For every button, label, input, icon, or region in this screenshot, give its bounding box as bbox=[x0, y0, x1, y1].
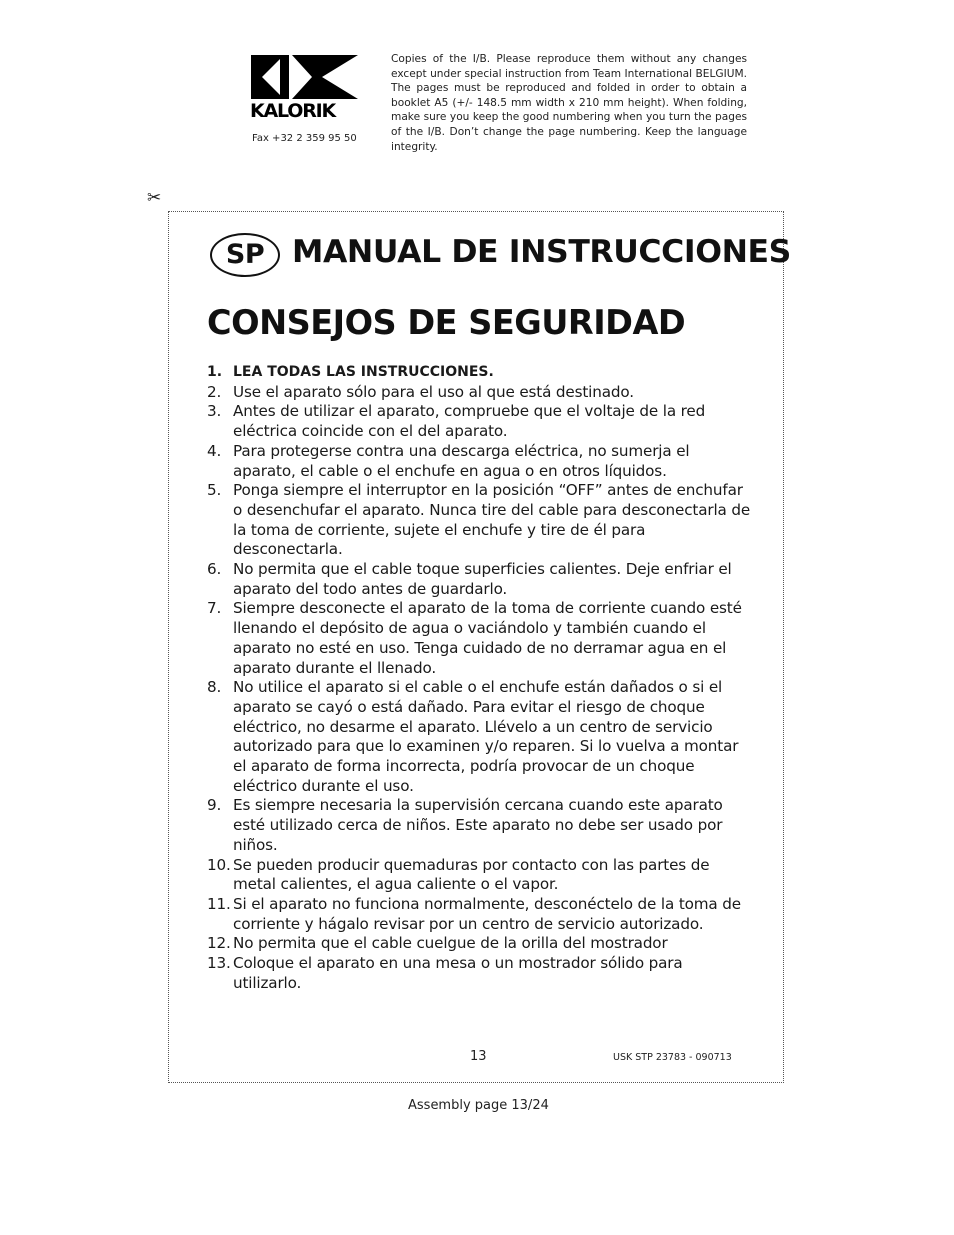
list-item-number: 10. bbox=[207, 855, 231, 874]
list-item bbox=[207, 954, 752, 993]
list-item bbox=[207, 678, 752, 796]
list-item-text: Siempre desconecte el aparato de la toma de corriente cuando esté llenando el depósito de agua o vaciándolo y también cuando el aparato no esté en uso. Tenga cuidado de no derramar agua en el aparato durante el llenado. bbox=[233, 599, 742, 677]
list-item-number: 8. bbox=[207, 678, 222, 697]
section-title: CONSEJOS DE SEGURIDAD bbox=[207, 303, 686, 342]
list-item-text: Si el aparato no funciona normalmente, desconéctelo de la toma de corriente y hágalo revisar por un centro de servicio autorizado. bbox=[233, 894, 741, 933]
list-item-text: LEA TODAS LAS INSTRUCCIONES. bbox=[233, 364, 494, 380]
manual-title: MANUAL DE INSTRUCCIONES bbox=[292, 234, 791, 270]
list-item bbox=[207, 402, 752, 441]
list-item-text: No permita que el cable toque superficies calientes. Deje enfriar el aparato del todo antes de guardarlo. bbox=[233, 560, 732, 598]
list-item bbox=[207, 856, 752, 895]
list-item-number: 4. bbox=[207, 441, 222, 460]
list-item-number: 1. bbox=[207, 364, 223, 380]
kalorik-logo bbox=[250, 55, 360, 121]
list-item-text: Es siempre necesaria la supervisión cercana cuando este aparato esté utilizado cerca de niños. Este aparato no debe ser usado por niños. bbox=[233, 796, 723, 854]
language-badge: SP bbox=[210, 233, 280, 277]
list-item-number: 5. bbox=[207, 481, 222, 500]
list-item-text: Para protegerse contra una descarga eléctrica, no sumerja el aparato, el cable o el enchufe en agua o en otros líquidos. bbox=[233, 441, 690, 480]
list-item-number: 2. bbox=[207, 382, 222, 401]
kalorik-k-mark-icon bbox=[250, 55, 360, 99]
list-item-text: Se pueden producir quemaduras por contacto con las partes de metal calientes, el agua caliente o el vapor. bbox=[233, 855, 710, 894]
list-item-text: No permita que el cable cuelgue de la orilla del mostrador bbox=[233, 934, 668, 953]
list-item-text: No utilice el aparato si el cable o el enchufe están dañados o si el aparato se cayó o está dañado. Para evitar el riesgo de choque eléctrico, no desarme el aparato. Llévelo a un centro de servicio autorizado para que lo examinen y/o reparen. Si lo vuelva a montar el aparato de forma incorrecta, podría provocar de un choque eléctrico durante el uso. bbox=[233, 678, 739, 795]
logo-wordmark: KALORIK bbox=[250, 100, 336, 122]
list-item bbox=[207, 383, 752, 403]
reproduction-instructions: Copies of the I/B. Please reproduce them without any changes except under special instruction from Team International BELGIUM. The pages must be reproduced and folded in order to obtain a booklet A5 (+/- 148.5 mm width x 210 mm height). When folding, make sure you keep the good numbering when you turn the pages of the I/B. Don’t change the page numbering. Keep the language integrity. bbox=[391, 53, 747, 153]
list-item-number: 7. bbox=[207, 599, 222, 618]
list-item bbox=[207, 934, 752, 954]
page-number: 13 bbox=[470, 1049, 487, 1064]
safety-instructions-list bbox=[207, 363, 752, 994]
list-item-number: 9. bbox=[207, 796, 222, 815]
list-item-text: Use el aparato sólo para el uso al que está destinado. bbox=[233, 382, 634, 401]
scissors-icon: ✂ bbox=[147, 188, 162, 208]
list-item-number: 11. bbox=[207, 894, 231, 913]
list-item-text: Ponga siempre el interruptor en la posición “OFF” antes de enchufar o desenchufar el aparato. Nunca tire del cable para desconectarla de la toma de corriente, sujete el enchufe y tire de él para desconectarla. bbox=[233, 481, 751, 559]
document-code: USK STP 23783 - 090713 bbox=[613, 1052, 732, 1063]
assembly-page-label: Assembly page 13/24 bbox=[408, 1098, 549, 1113]
list-item bbox=[207, 599, 752, 678]
list-item-number: 6. bbox=[207, 560, 222, 579]
list-item-number: 13. bbox=[207, 954, 231, 973]
list-item-text: Antes de utilizar el aparato, compruebe que el voltaje de la red eléctrica coincide con el del aparato. bbox=[233, 402, 706, 441]
list-item bbox=[207, 481, 752, 560]
list-item bbox=[207, 560, 752, 599]
list-item bbox=[207, 442, 752, 481]
list-item bbox=[207, 796, 752, 855]
list-item bbox=[207, 895, 752, 934]
list-item-number: 3. bbox=[207, 402, 222, 421]
list-item-text: Coloque el aparato en una mesa o un mostrador sólido para utilizarlo. bbox=[233, 954, 683, 992]
fax-number: Fax +32 2 359 95 50 bbox=[252, 133, 357, 144]
list-item bbox=[207, 363, 752, 383]
list-item-number: 12. bbox=[207, 934, 231, 953]
